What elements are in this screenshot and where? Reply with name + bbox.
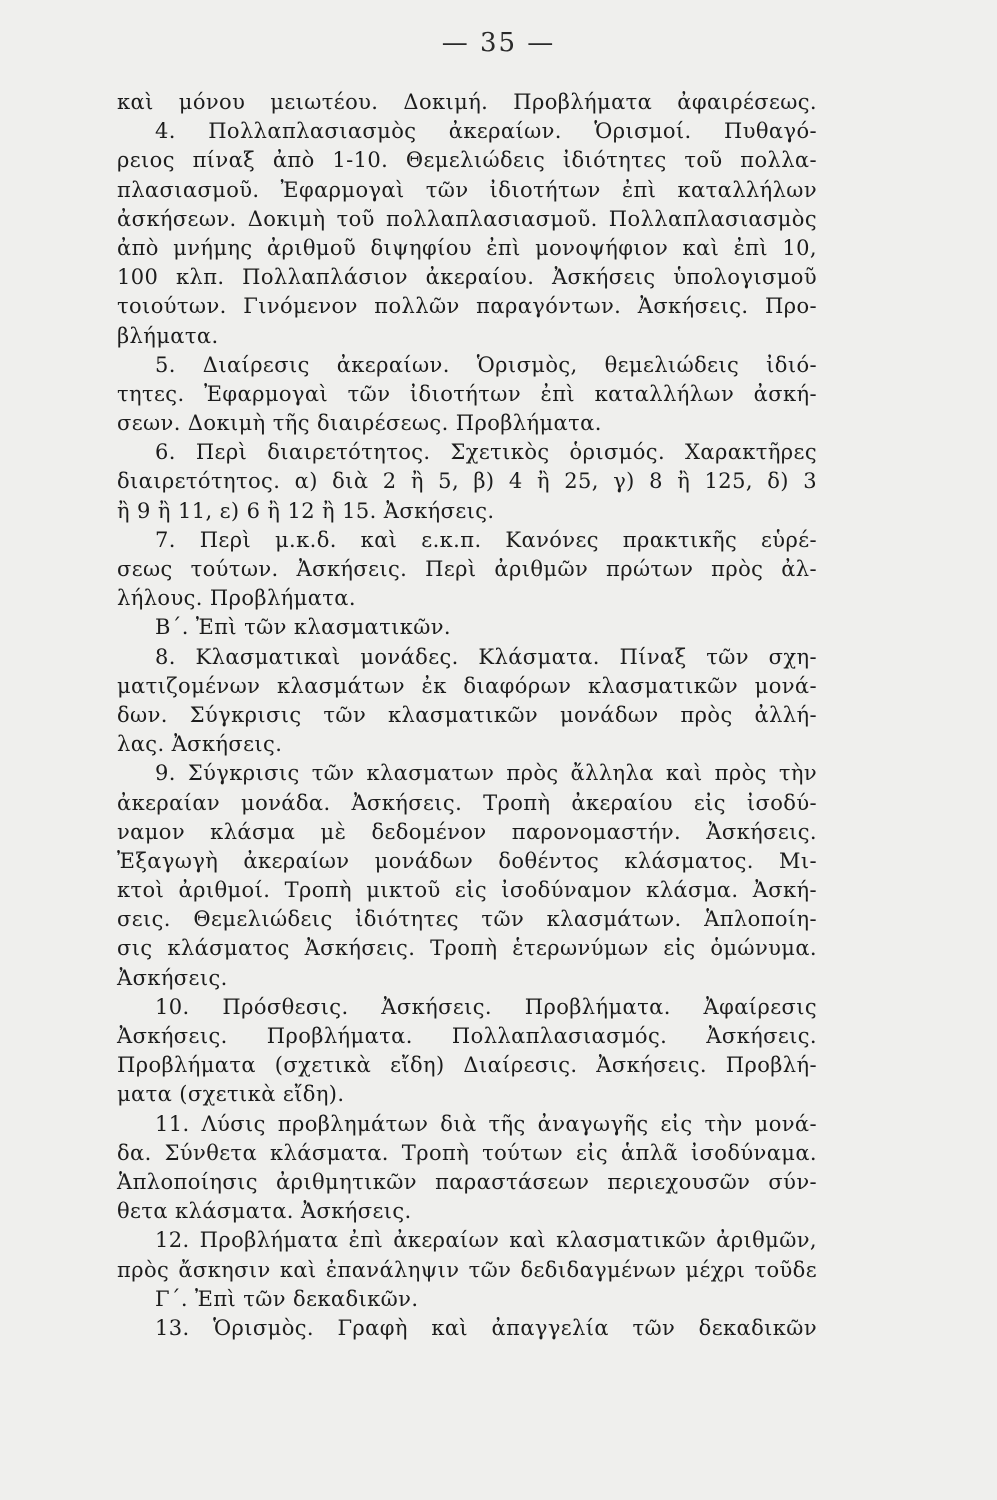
section-heading: Γ΄. Ἐπὶ τῶν δεκαδικῶν.: [155, 1286, 419, 1311]
text-line: Ἁπλοποίησις ἀριθμητικῶν παραστάσεων περιεχουσῶν σύν-: [117, 1169, 817, 1194]
text-line: ναμον κλάσμα μὲ δεδομένον παρονομαστήν. Ἀσκήσεις.: [117, 819, 817, 844]
text-line: 11. Λύσις προβλημάτων διὰ τῆς ἀναγωγῆς εἰς τὴν μονά-: [155, 1111, 817, 1136]
text-line: 12. Προβλήματα ἐπὶ ἀκεραίων καὶ κλασματικῶν ἀριθμῶν,: [155, 1228, 817, 1253]
text-line: 100 κλπ. Πολλαπλάσιον ἀκεραίου. Ἀσκήσεις ὑπολογισμοῦ: [117, 265, 817, 290]
text-line: ἀσκήσεων. Δοκιμὴ τοῦ πολλαπλασιασμοῦ. Πολλαπλασιασμὸς: [117, 206, 817, 231]
text-line: ρειος πίναξ ἀπὸ 1-10. Θεμελιώδεις ἰδιότητες τοῦ πολλα-: [117, 148, 817, 173]
text-line: λας. Ἀσκήσεις.: [117, 732, 283, 757]
text-line: κτοὶ ἀριθμοί. Τροπὴ μικτοῦ εἰς ἰσοδύναμον κλάσμα. Ἀσκή-: [117, 878, 817, 903]
text-line: ἀπὸ μνήμης ἀριθμοῦ διψηφίου ἐπὶ μονοψήφιον καὶ ἐπὶ 10,: [117, 235, 817, 260]
text-line: 8. Κλασματικαὶ μονάδες. Κλάσματα. Πίναξ τῶν σχη-: [155, 644, 817, 669]
text-line: τητες. Ἐφαρμογαὶ τῶν ἰδιοτήτων ἐπὶ καταλλήλων ἀσκή-: [117, 381, 817, 406]
text-line: 10. Πρόσθεσις. Ἀσκήσεις. Προβλήματα. Ἀφαίρεσις: [155, 994, 817, 1019]
text-line: 6. Περὶ διαιρετότητος. Σχετικὸς ὁρισμός. Χαρακτῆρες: [155, 440, 817, 465]
text-line: 13. Ὁρισμὸς. Γραφὴ καὶ ἀπαγγελία τῶν δεκαδικῶν: [155, 1315, 817, 1340]
text-line: ματα (σχετικὰ εἴδη).: [117, 1082, 345, 1107]
section-heading: Β΄. Ἐπὶ τῶν κλασματικῶν.: [155, 615, 452, 640]
text-line: σεις. Θεμελιώδεις ἰδιότητες τῶν κλασμάτων. Ἁπλοποίη-: [117, 907, 817, 932]
text-line: 9. Σύγκρισις τῶν κλασματων πρὸς ἄλληλα καὶ πρὸς τὴν: [155, 761, 817, 786]
text-line: καὶ μόνου μειωτέου. Δοκιμή. Προβλήματα ἀφαιρέσεως.: [117, 90, 817, 114]
text-line: πλασιασμοῦ. Ἐφαρμογαὶ τῶν ἰδιοτήτων ἐπὶ καταλλήλων: [117, 177, 817, 202]
text-line: Ἐξαγωγὴ ἀκεραίων μονάδων δοθέντος κλάσματος. Μι-: [117, 848, 817, 873]
text-line: λήλους. Προβλήματα.: [117, 586, 356, 611]
text-line: Ἀσκήσεις. Προβλήματα. Πολλαπλασιασμός. Ἀσκήσεις.: [117, 1024, 817, 1048]
text-line: 7. Περὶ μ.κ.δ. καὶ ε.κ.π. Κανόνες πρακτικῆς εὑρέ-: [155, 527, 817, 552]
text-line: δων. Σύγκρισις τῶν κλασματικῶν μονάδων πρὸς ἀλλή-: [117, 702, 817, 727]
text-line: 4. Πολλαπλασιασμὸς ἀκεραίων. Ὁρισμοί. Πυθαγό-: [155, 119, 817, 144]
text-line: Προβλήματα (σχετικὰ εἴδη) Διαίρεσις. Ἀσκήσεις. Προβλή-: [117, 1053, 817, 1078]
text-line: θετα κλάσματα. Ἀσκήσεις.: [117, 1199, 412, 1224]
text-line: σεως τούτων. Ἀσκήσεις. Περὶ ἀριθμῶν πρώτων πρὸς ἀλ-: [117, 557, 817, 581]
text-body: [117, 88, 817, 1343]
text-line: σεων. Δοκιμὴ τῆς διαιρέσεως. Προβλήματα.: [117, 411, 602, 436]
text-line: δα. Σύνθετα κλάσματα. Τροπὴ τούτων εἰς ἁπλᾶ ἰσοδύναμα.: [117, 1140, 817, 1165]
text-line: ἢ 9 ἢ 11, ε) 6 ἢ 12 ἢ 15. Ἀσκήσεις.: [117, 498, 495, 523]
text-line: πρὸς ἄσκησιν καὶ ἐπανάληψιν τῶν δεδιδαγμένων μέχρι τοῦδε: [117, 1257, 817, 1282]
text-line: Ἀσκήσεις.: [117, 965, 228, 990]
text-line: σις κλάσματος Ἀσκήσεις. Τροπὴ ἑτερωνύμων εἰς ὁμώνυμα.: [117, 936, 817, 961]
text-line: 5. Διαίρεσις ἀκεραίων. Ὁρισμὸς, θεμελιώδεις ἰδιό-: [155, 352, 817, 377]
text-line: ματιζομένων κλασμάτων ἐκ διαφόρων κλασματικῶν μονά-: [117, 673, 817, 698]
page-number: — 35 —: [441, 28, 556, 58]
text-line: διαιρετότητος. α) διὰ 2 ἢ 5, β) 4 ἢ 25, γ) 8 ἢ 125, δ) 3: [117, 469, 817, 494]
text-line: τοιούτων. Γινόμενον πολλῶν παραγόντων. Ἀσκήσεις. Προ-: [117, 294, 817, 319]
text-line: ἀκεραίαν μονάδα. Ἀσκήσεις. Τροπὴ ἀκεραίου εἰς ἰσοδύ-: [117, 790, 817, 815]
text-line: βλήματα.: [117, 323, 219, 348]
